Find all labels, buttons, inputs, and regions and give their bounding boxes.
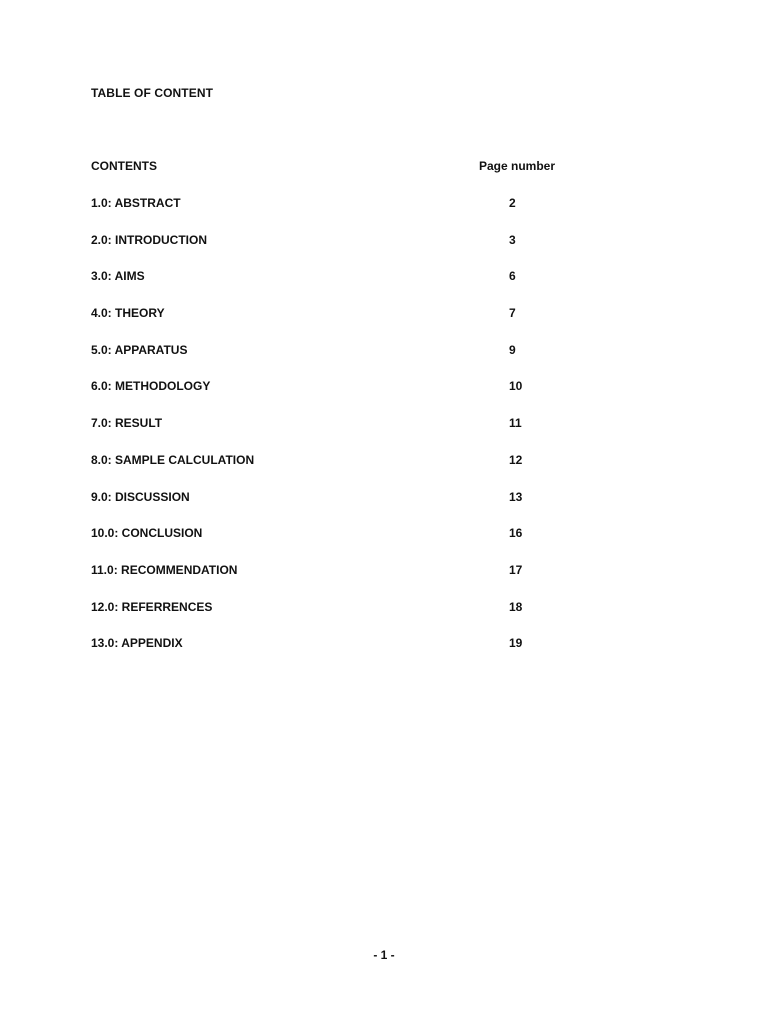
toc-row xyxy=(91,343,591,380)
toc-row xyxy=(91,416,591,453)
toc-row xyxy=(91,233,591,270)
toc-entry-page: 19 xyxy=(509,636,523,651)
toc-entry-page: 2 xyxy=(509,196,516,210)
page-number-column-header: Page number xyxy=(479,159,556,173)
toc-entry-page: 3 xyxy=(509,232,516,247)
contents-column-header: CONTENTS xyxy=(91,159,157,173)
toc-entry-page: 9 xyxy=(509,342,516,357)
toc-entry-label: 12.0: REFERRENCES xyxy=(91,599,213,614)
toc-row xyxy=(91,306,591,343)
toc-row xyxy=(91,453,591,490)
toc-entry-label: 1.0: ABSTRACT xyxy=(91,196,181,210)
toc-entry-label: 10.0: CONCLUSION xyxy=(91,526,203,541)
toc-entry-label: 9.0: DISCUSSION xyxy=(91,489,190,504)
toc-entry-label: 5.0: APPARATUS xyxy=(91,342,188,357)
toc-entry-label: 2.0: INTRODUCTION xyxy=(91,232,208,247)
toc-row xyxy=(91,526,591,563)
toc-entry-page: 7 xyxy=(509,306,516,321)
toc-row xyxy=(91,490,591,527)
page-title: TABLE OF CONTENT xyxy=(91,86,214,100)
toc-row xyxy=(91,636,591,673)
toc-entry-page: 18 xyxy=(509,599,523,614)
toc-row xyxy=(91,563,591,600)
toc-entry-page: 16 xyxy=(509,526,523,541)
toc-entry-page: 13 xyxy=(509,489,523,504)
toc-list xyxy=(91,196,591,673)
toc-entry-label: 13.0: APPENDIX xyxy=(91,636,183,651)
toc-row xyxy=(91,379,591,416)
toc-entry-page: 6 xyxy=(509,269,516,284)
toc-entry-label: 6.0: METHODOLOGY xyxy=(91,379,211,394)
toc-row xyxy=(91,269,591,306)
toc-entry-page: 10 xyxy=(509,379,523,394)
toc-header xyxy=(91,159,591,175)
toc-entry-label: 4.0: THEORY xyxy=(91,306,165,321)
toc-entry-page: 12 xyxy=(509,452,523,467)
toc-entry-page: 17 xyxy=(509,562,523,577)
toc-entry-label: 3.0: AIMS xyxy=(91,269,145,284)
toc-entry-label: 11.0: RECOMMENDATION xyxy=(91,562,238,577)
toc-entry-label: 7.0: RESULT xyxy=(91,416,163,431)
toc-row xyxy=(91,600,591,637)
page-number-footer: - 1 - xyxy=(373,948,395,962)
toc-entry-label: 8.0: SAMPLE CALCULATION xyxy=(91,452,255,467)
toc-entry-page: 11 xyxy=(509,416,522,431)
toc-row xyxy=(91,196,591,233)
